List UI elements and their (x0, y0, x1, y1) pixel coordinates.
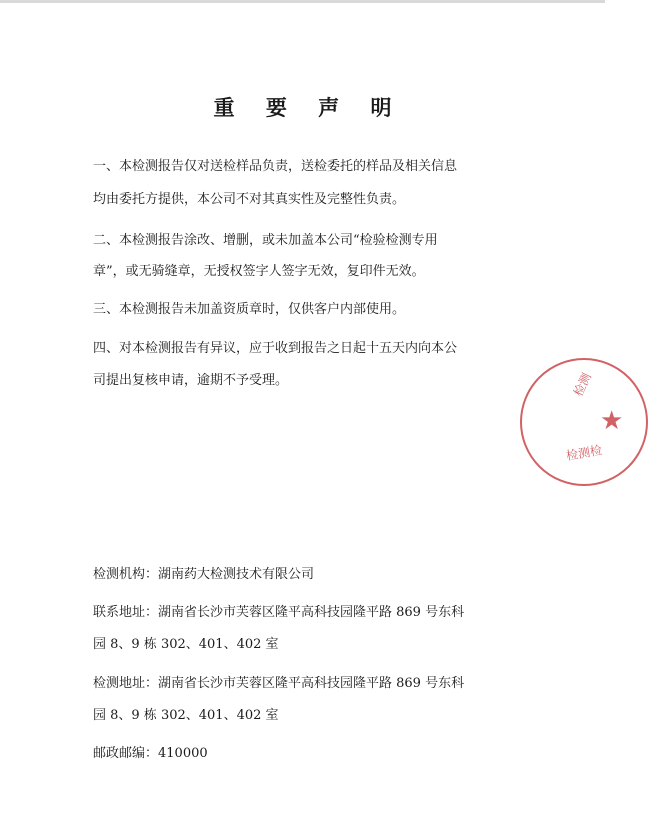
stamp-text-top: 检测 (571, 370, 594, 399)
contact-address-line-2: 园 8、9 栋 302、401、402 室 (93, 637, 279, 652)
statement-4-line-2: 司提出复核申请，逾期不予受理。 (93, 373, 289, 388)
contact-address-line-1: 联系地址：湖南省长沙市芙蓉区隆平高科技园隆平路 869 号东科 (93, 605, 465, 620)
statement-1-line-2: 均由委托方提供，本公司不对其真实性及完整性负责。 (93, 192, 406, 207)
stamp-text-bottom: 检测检 (565, 442, 604, 464)
contact-org: 检测机构：湖南药大检测技术有限公司 (93, 567, 315, 582)
statement-2-line-1: 二、本检测报告涂改、增删，或未加盖本公司“检验检测专用 (93, 233, 438, 248)
postcode: 邮政邮编：410000 (93, 746, 208, 761)
page-top-border (0, 0, 605, 3)
statement-2-line-2: 章”，或无骑缝章，无授权签字人签字无效，复印件无效。 (93, 264, 425, 279)
document-title: 重 要 声 明 (213, 95, 404, 120)
statement-3-line-1: 三、本检测报告未加盖资质章时，仅供客户内部使用。 (93, 302, 406, 317)
test-address-line-1: 检测地址：湖南省长沙市芙蓉区隆平高科技园隆平路 869 号东科 (93, 676, 465, 691)
red-seal-stamp (520, 358, 648, 486)
test-address-line-2: 园 8、9 栋 302、401、402 室 (93, 708, 279, 723)
statement-4-line-1: 四、对本检测报告有异议，应于收到报告之日起十五天内向本公 (93, 341, 458, 356)
stamp-star-icon: ★ (600, 406, 624, 436)
statement-1-line-1: 一、本检测报告仅对送检样品负责，送检委托的样品及相关信息 (93, 159, 458, 174)
